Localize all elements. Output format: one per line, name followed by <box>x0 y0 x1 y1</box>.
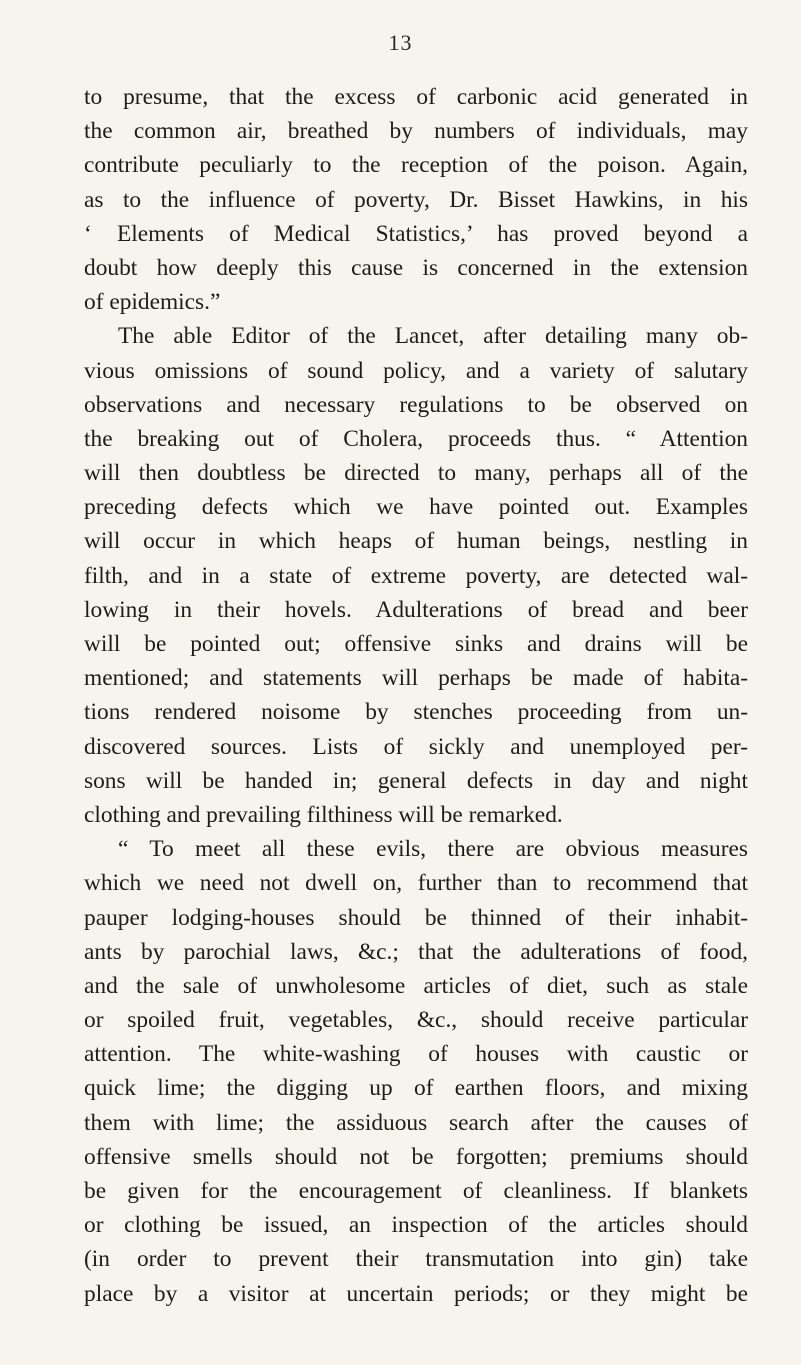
text-line: quick lime; the digging up of earthen floors, and mixing <box>84 1075 748 1102</box>
text-line: mentioned; and statements will perhaps be made of habita- <box>84 665 748 692</box>
text-line: which we need not dwell on, further than to recommend that <box>84 870 748 897</box>
text-line: them with lime; the assiduous search after the causes of <box>84 1109 748 1136</box>
text-line: the breaking out of Cholera, proceeds thus. “ Attention <box>84 425 748 452</box>
text-line: of epidemics.” <box>84 289 221 316</box>
text-line: discovered sources. Lists of sickly and unemployed per- <box>84 733 748 760</box>
text-line: or spoiled fruit, vegetables, &c., should receive particular <box>84 1007 748 1034</box>
text-line: offensive smells should not be forgotten; premiums should <box>84 1143 748 1170</box>
text-line: observations and necessary regulations to be observed on <box>84 391 748 418</box>
body-text <box>84 80 748 1311</box>
text-line: will be pointed out; offensive sinks and drains will be <box>84 631 748 657</box>
text-line: vious omissions of sound policy, and a variety of salutary <box>84 357 748 384</box>
text-line: attention. The white-washing of houses with caustic or <box>84 1041 748 1068</box>
text-line: contribute peculiarly to the reception of the poison. Again, <box>84 152 748 179</box>
text-line: will then doubtless be directed to many, perhaps all of the <box>84 460 748 487</box>
text-line: will occur in which heaps of human beings, nestling in <box>84 528 748 555</box>
text-line: or clothing be issued, an inspection of the articles should <box>84 1212 748 1239</box>
page-number: 13 <box>388 30 413 55</box>
text-line: ‘ Elements of Medical Statistics,’ has proved beyond a <box>84 220 748 247</box>
text-line: ants by parochial laws, &c.; that the adulterations of food, <box>84 938 748 965</box>
text-line: lowing in their hovels. Adulterations of bread and beer <box>84 596 748 623</box>
text-line: pauper lodging-houses should be thinned of their inhabit- <box>84 904 748 931</box>
text-line: doubt how deeply this cause is concerned in the extension <box>84 254 748 281</box>
text-line: The able Editor of the Lancet, after detailing many ob- <box>118 323 748 350</box>
text-line: clothing and prevailing filthiness will be remarked. <box>84 801 563 828</box>
text-line: to presume, that the excess of carbonic acid generated in <box>84 84 748 110</box>
text-line: as to the influence of poverty, Dr. Bisset Hawkins, in his <box>84 186 748 213</box>
text-line: (in order to prevent their transmutation into gin) take <box>84 1246 748 1273</box>
text-line: “ To meet all these evils, there are obvious measures <box>118 836 748 863</box>
text-line: be given for the encouragement of cleanliness. If blankets <box>84 1178 748 1204</box>
text-line: tions rendered noisome by stenches proceeding from un- <box>84 699 748 726</box>
text-line: preceding defects which we have pointed out. Examples <box>84 494 748 521</box>
text-line: place by a visitor at uncertain periods; or they might be <box>84 1280 748 1307</box>
text-line: filth, and in a state of extreme poverty, are detected wal- <box>84 562 748 589</box>
text-line: the common air, breathed by numbers of individuals, may <box>84 118 748 145</box>
text-line: sons will be handed in; general defects in day and night <box>84 767 748 794</box>
text-line: and the sale of unwholesome articles of diet, such as stale <box>84 972 748 999</box>
